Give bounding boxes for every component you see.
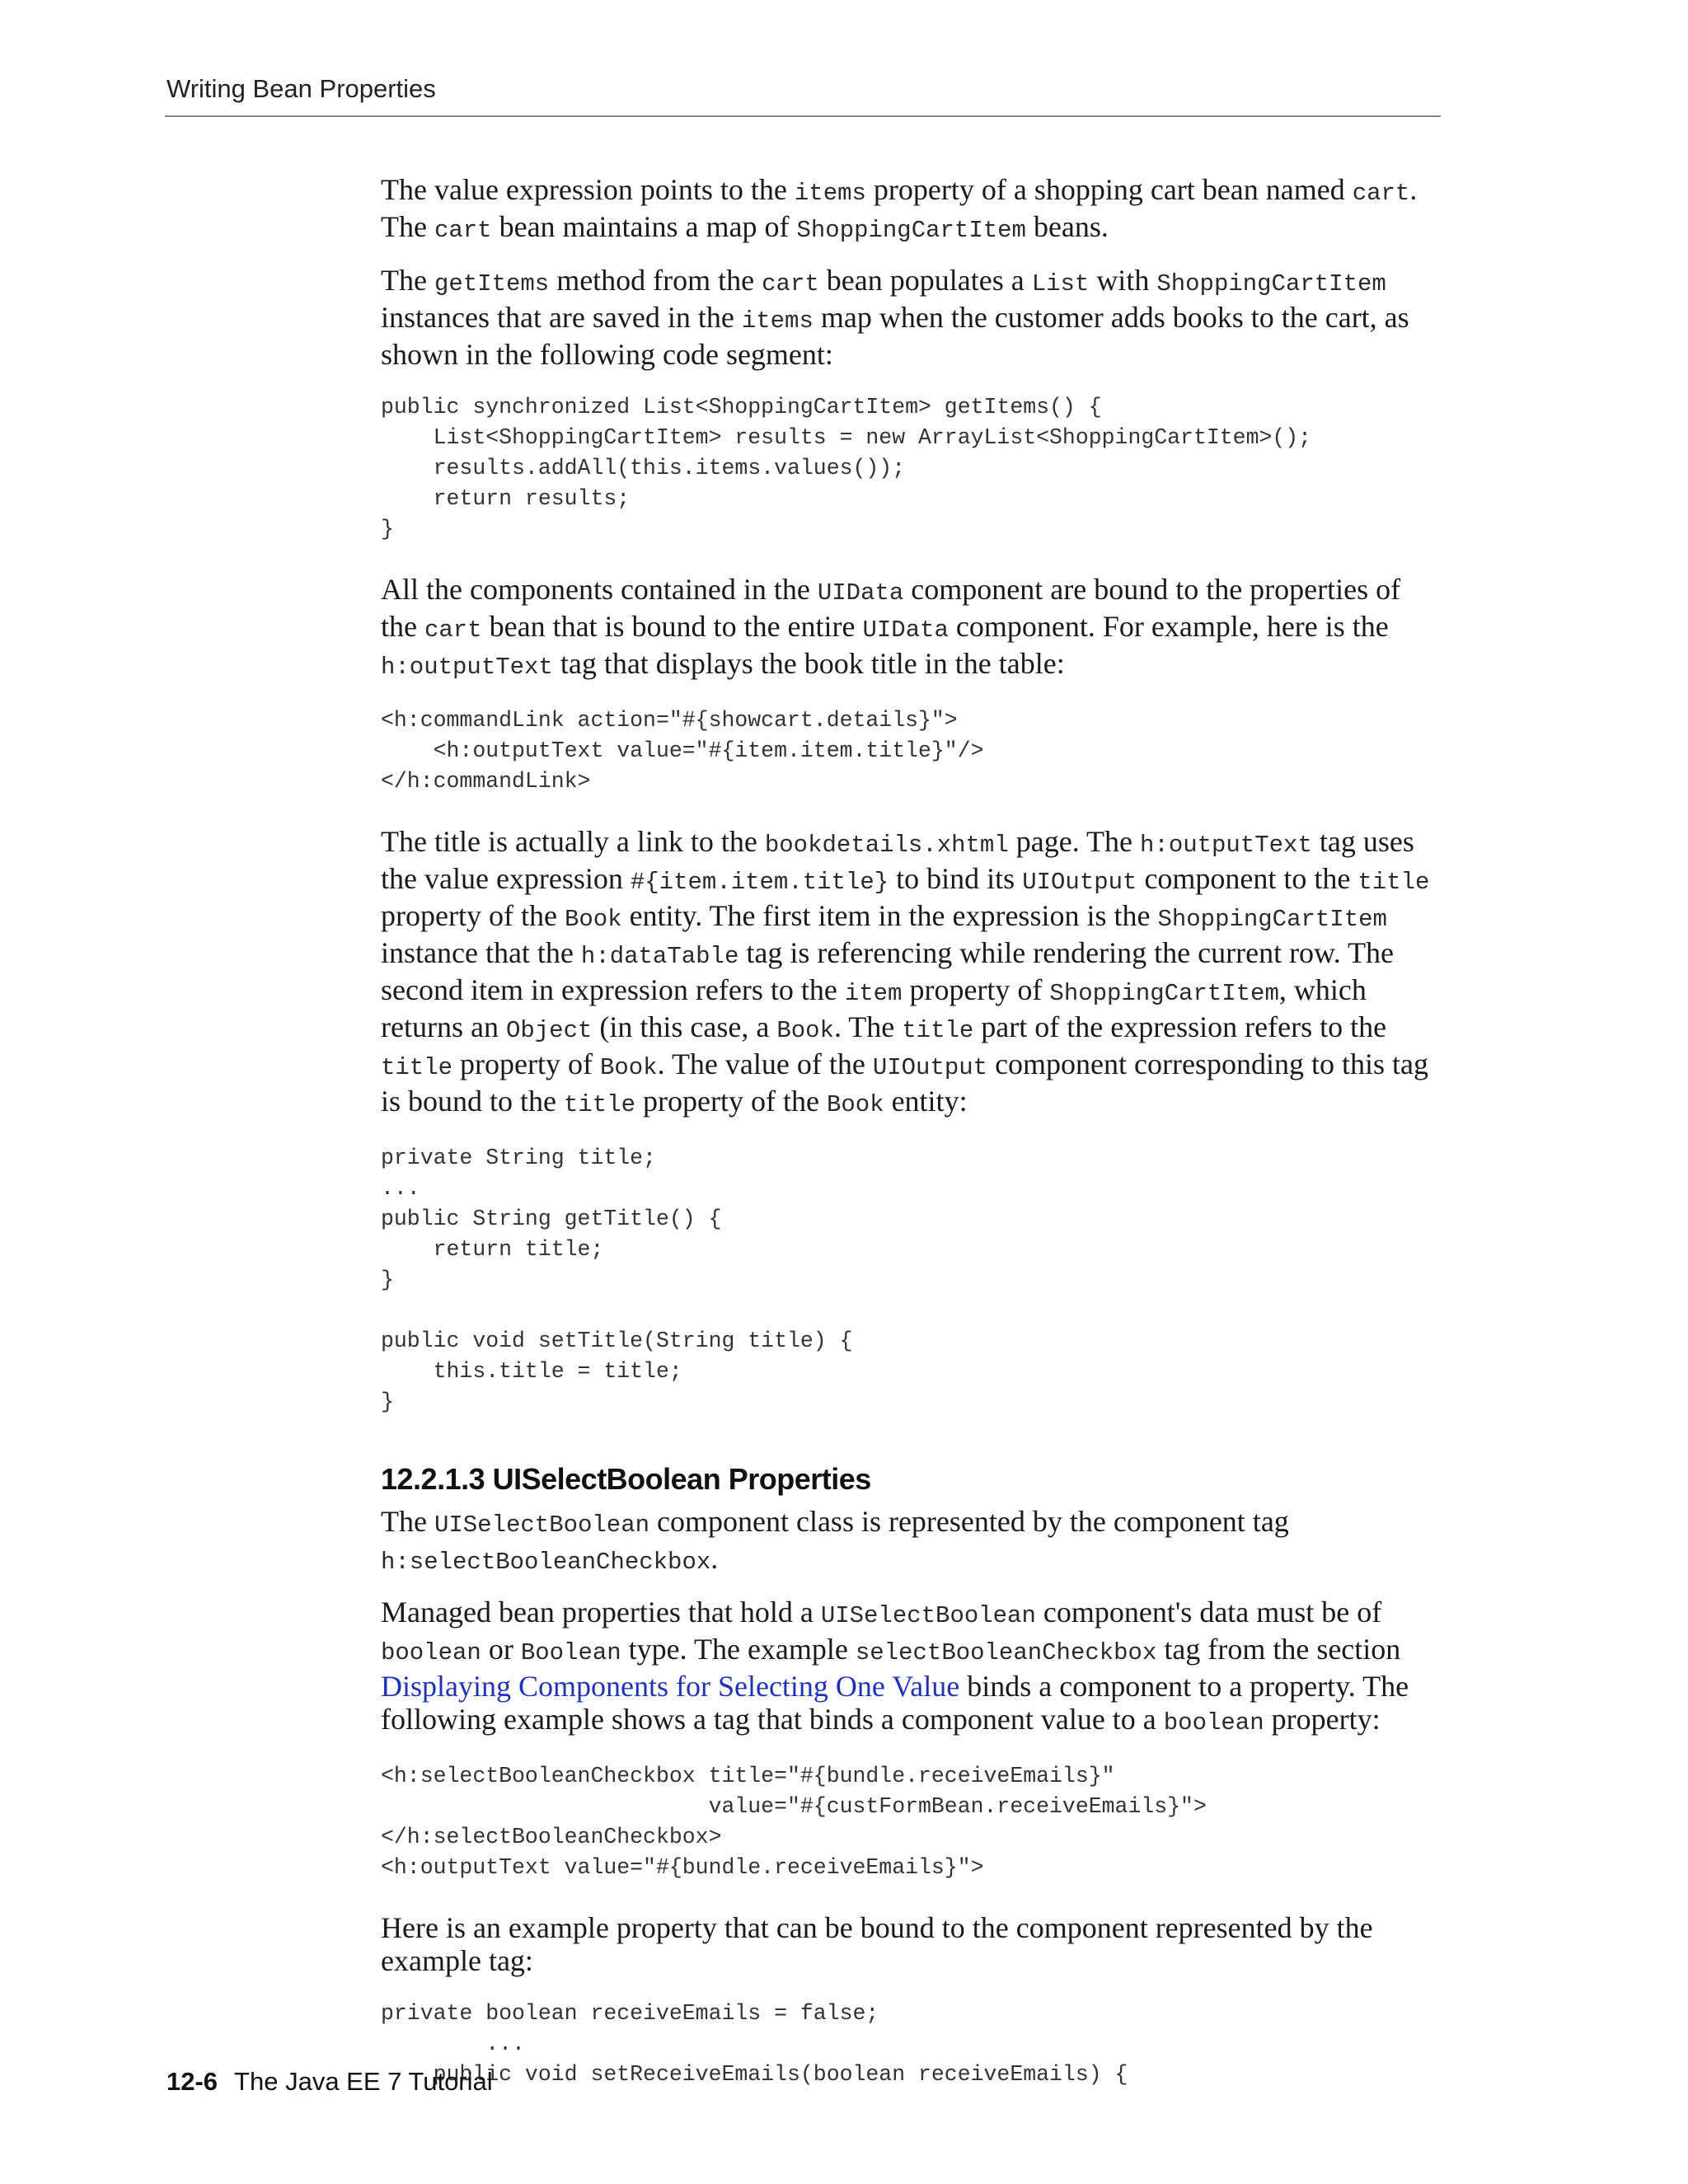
- text-run: method from the: [549, 264, 762, 297]
- text-run: The: [381, 264, 434, 297]
- text-run: property of: [902, 973, 1050, 1006]
- inline-code: title: [381, 1054, 453, 1081]
- inline-code: getItems: [434, 270, 550, 298]
- running-header: Writing Bean Properties: [166, 74, 436, 103]
- code-block-selectbooleancheckbox: <h:selectBooleanCheckbox title="#{bundle.receiveEmails}" value="#{custFormBean.receiveEmails}"> </h:selectBooleanCheckbox> <h:outputText value="#{bundle.receiveEmails}">: [381, 1764, 1207, 1880]
- text-run: The title is actually a link to the: [381, 825, 765, 858]
- inline-code: item: [844, 980, 903, 1007]
- inline-code: UIOutput: [1022, 869, 1137, 896]
- text-run: The: [381, 1505, 434, 1538]
- code-block-title-property: private String title; ... public String getTitle() { return title; } public void setTitle(String title) { this.title = title; }: [381, 1146, 853, 1414]
- text-run: property of the: [381, 899, 565, 932]
- paragraph-managed-bean-properties: [381, 1596, 1444, 1740]
- paragraph-title-link: [381, 825, 1444, 1122]
- inline-code: UIData: [862, 616, 949, 644]
- text-run: component are bound to the properties of the: [381, 573, 1401, 643]
- inline-code: cart: [434, 217, 492, 244]
- text-run: instances that are saved in the: [381, 301, 742, 334]
- inline-code: boolean: [1163, 1709, 1264, 1736]
- code-block-getitems: public synchronized List<ShoppingCartItem> getItems() { List<ShoppingCartItem> results = new ArrayList<ShoppingCartItem>(); results.addAll(this.items.values()); return results; }: [381, 395, 1312, 541]
- cross-reference-link[interactable]: Displaying Components for Selecting One Value: [381, 1670, 960, 1703]
- text-run: property:: [1264, 1703, 1381, 1736]
- text-run: map when the customer adds books to the cart, as shown in the following code segment:: [381, 301, 1409, 371]
- paragraph-uiselectboolean-class: [381, 1505, 1444, 1579]
- text-run: component. For example, here is the: [948, 610, 1389, 643]
- inline-code: Book: [564, 906, 622, 933]
- inline-code: Book: [826, 1091, 884, 1118]
- inline-code: Object: [505, 1017, 593, 1044]
- inline-code: cart: [424, 616, 482, 644]
- text-run: tag that displays the book title in the table:: [552, 647, 1065, 680]
- text-run: instance that the: [381, 936, 581, 969]
- text-run: with: [1089, 264, 1157, 297]
- inline-code: h:outputText: [1140, 832, 1312, 859]
- paragraph-getitems-method: [381, 264, 1444, 371]
- text-run: property of the: [635, 1085, 827, 1118]
- page-number: 12-6: [166, 2067, 218, 2096]
- inline-code: #{item.item.title}: [630, 869, 889, 896]
- text-run: Here is an example property that can be bound to the component represented by the example tag:: [381, 1911, 1373, 1977]
- inline-code: ShoppingCartItem: [1156, 270, 1386, 298]
- inline-code: bookdetails.xhtml: [764, 832, 1009, 859]
- text-run: component's data must be of: [1035, 1596, 1382, 1629]
- code-block-commandlink: <h:commandLink action="#{showcart.details}"> <h:outputText value="#{item.item.title}"/> </h:commandLink>: [381, 708, 984, 794]
- inline-code: h:outputText: [381, 654, 553, 681]
- text-run: All the components contained in the: [381, 573, 818, 606]
- inline-code: cart: [762, 270, 819, 298]
- text-run: property of a shopping cart bean named: [865, 173, 1353, 206]
- inline-code: title: [1357, 869, 1430, 896]
- book-title: The Java EE 7 Tutorial: [234, 2067, 493, 2096]
- text-run: tag is referencing while rendering the current row. The second item in expression refers to the: [381, 936, 1395, 1006]
- text-run: (in this case, a: [592, 1010, 777, 1043]
- text-run: Managed bean properties that hold a: [381, 1596, 821, 1629]
- text-run: component to the: [1137, 862, 1358, 895]
- inline-code: ShoppingCartItem: [1157, 906, 1387, 933]
- text-run: type. The example: [621, 1633, 856, 1666]
- inline-code: List: [1031, 270, 1090, 298]
- text-run: .: [710, 1542, 719, 1575]
- inline-code: boolean: [381, 1639, 481, 1666]
- text-run: , which returns an: [381, 973, 1367, 1043]
- text-run: binds a component to a property. The following example shows a tag that binds a component value to a: [381, 1670, 1409, 1736]
- code-block-receiveemails: private boolean receiveEmails = false; ... public void setReceiveEmails(boolean receiveEmails) {: [381, 2001, 1128, 2087]
- text-run: entity. The first item in the expression is the: [621, 899, 1158, 932]
- text-run: . The value of the: [657, 1047, 873, 1080]
- text-run: The value expression points to the: [381, 173, 795, 206]
- page-content: [381, 173, 1444, 2118]
- text-run: . The: [381, 173, 1418, 243]
- section-heading: 12.2.1.3 UISelectBoolean Properties: [381, 1462, 871, 1496]
- text-run: bean that is bound to the entire: [481, 610, 863, 643]
- header-rule: [165, 115, 1441, 117]
- inline-code: title: [564, 1091, 636, 1118]
- inline-code: Book: [599, 1054, 658, 1081]
- text-run: tag uses the value expression: [381, 825, 1414, 895]
- page-footer: [166, 2067, 493, 2097]
- inline-code: title: [902, 1017, 974, 1044]
- inline-code: items: [741, 307, 814, 335]
- text-run: tag from the section: [1156, 1633, 1401, 1666]
- inline-code: selectBooleanCheckbox: [855, 1639, 1157, 1666]
- inline-code: items: [794, 180, 866, 207]
- inline-code: cart: [1352, 180, 1410, 207]
- inline-code: UISelectBoolean: [820, 1602, 1036, 1629]
- text-run: property of: [452, 1047, 600, 1080]
- text-run: part of the expression refers to the: [973, 1010, 1387, 1043]
- text-run: component class is represented by the component tag: [649, 1505, 1289, 1538]
- text-run: bean maintains a map of: [491, 210, 797, 243]
- text-run: entity:: [884, 1085, 968, 1118]
- paragraph-uidata-components: [381, 573, 1444, 684]
- text-run: page. The: [1008, 825, 1141, 858]
- text-run: bean populates a: [818, 264, 1032, 297]
- inline-code: Boolean: [520, 1639, 621, 1666]
- inline-code: ShoppingCartItem: [1049, 980, 1279, 1007]
- inline-code: UIOutput: [872, 1054, 988, 1081]
- text-run: to bind its: [889, 862, 1023, 895]
- inline-code: ShoppingCartItem: [796, 217, 1026, 244]
- inline-code: h:dataTable: [580, 943, 739, 970]
- paragraph-example-property: [381, 1911, 1444, 1977]
- inline-code: UISelectBoolean: [434, 1511, 650, 1539]
- text-run: beans.: [1025, 210, 1109, 243]
- inline-code: UIData: [817, 579, 904, 607]
- inline-code: h:selectBooleanCheckbox: [381, 1549, 711, 1576]
- inline-code: Book: [776, 1017, 834, 1044]
- text-run: component corresponding to this tag is bound to the: [381, 1047, 1428, 1118]
- paragraph-items-property: [381, 173, 1444, 247]
- text-run: . The: [833, 1010, 903, 1043]
- text-run: or: [481, 1633, 521, 1666]
